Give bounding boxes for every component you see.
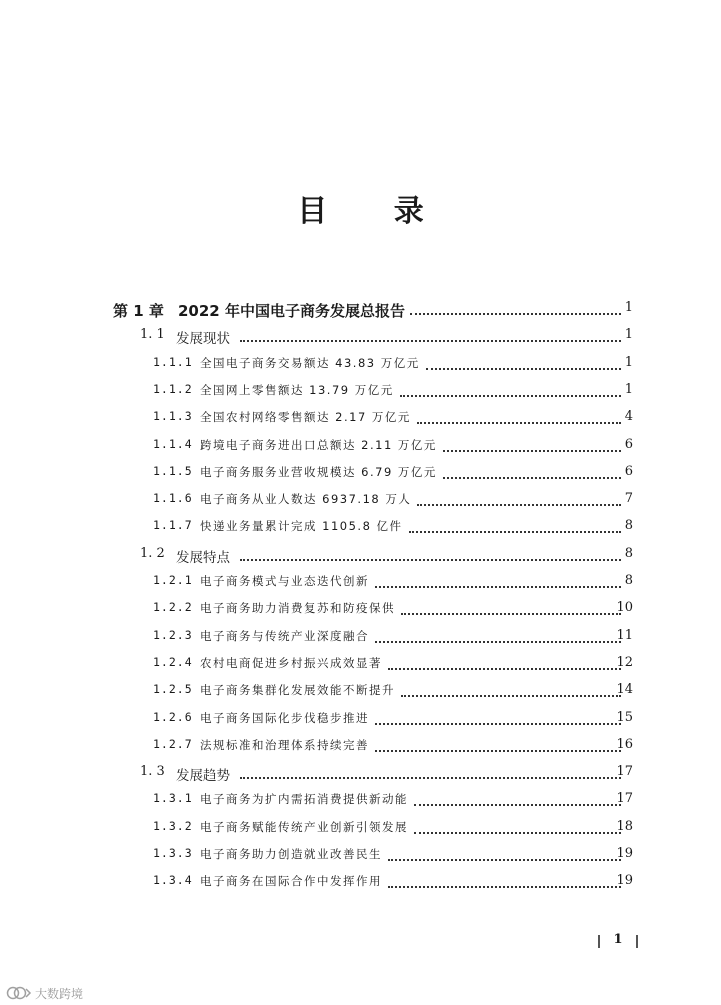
toc-entry-title: 全国网上零售额达 13.79 万亿元 xyxy=(200,382,398,398)
toc-entry[interactable] xyxy=(0,380,721,404)
page-number-value: 1 xyxy=(613,932,623,947)
toc-entry-title: 电子商务为扩内需拓消费提供新动能 xyxy=(200,791,412,807)
toc-entry-title: 农村电商促进乡村振兴成效显著 xyxy=(200,655,386,671)
toc-entry-number: 1.1.5 xyxy=(153,463,193,478)
toc-entry-number: 1.2.6 xyxy=(153,709,193,724)
toc-entry-number: 1.3.3 xyxy=(153,846,193,860)
toc-entry-number: 1.2.2 xyxy=(153,600,193,615)
toc-entry[interactable] xyxy=(0,435,721,459)
toc-leader-dots xyxy=(417,504,621,506)
toc-entry-page: 8 xyxy=(624,518,633,534)
toc-leader-dots xyxy=(375,750,621,752)
toc-entry-number: 1.2.3 xyxy=(153,627,193,642)
toc-leader-dots xyxy=(240,559,621,561)
toc-entry[interactable] xyxy=(0,598,721,622)
toc-entry-page: 10 xyxy=(616,600,633,616)
toc-entry[interactable] xyxy=(0,353,721,377)
toc-entry-page: 1 xyxy=(624,300,633,315)
toc-entry[interactable] xyxy=(0,789,721,813)
toc-entry-page: 1 xyxy=(624,354,633,370)
toc-entry-number: 1.1.7 xyxy=(153,518,193,533)
toc-entry[interactable] xyxy=(0,298,721,322)
page-number xyxy=(598,932,638,950)
toc-entry-page: 8 xyxy=(624,573,633,588)
toc-entry[interactable] xyxy=(0,871,721,895)
toc-entry-page: 1 xyxy=(624,381,633,397)
toc-entry-number: 1.1.2 xyxy=(153,381,193,396)
toc-entry[interactable] xyxy=(0,325,721,349)
toc-entry-page: 19 xyxy=(616,846,633,861)
toc-leader-dots xyxy=(410,313,621,315)
toc-leader-dots xyxy=(240,340,621,342)
watermark xyxy=(6,984,83,1002)
toc-entry-number: 1.1.3 xyxy=(153,409,193,424)
toc-entry-title: 电子商务助力创造就业改善民生 xyxy=(200,846,386,862)
toc-entry-title: 电子商务服务业营收规模达 6.79 万亿元 xyxy=(200,464,441,480)
toc-entry[interactable] xyxy=(0,626,721,650)
toc-entry-number: 1.3.2 xyxy=(153,818,193,833)
toc-leader-dots xyxy=(375,641,621,643)
toc-entry[interactable] xyxy=(0,544,721,568)
page-number-right-bar xyxy=(636,935,638,948)
toc-leader-dots xyxy=(375,586,621,588)
toc-entry-page: 7 xyxy=(624,491,633,507)
toc-entry-number: 1. 1 xyxy=(140,327,165,343)
toc-leader-dots xyxy=(400,395,621,397)
toc-entry-title: 法规标准和治理体系持续完善 xyxy=(200,737,373,753)
toc-entry-number: 1.1.6 xyxy=(153,491,193,506)
toc-entry[interactable] xyxy=(0,462,721,486)
toc-leader-dots xyxy=(426,368,621,370)
toc-entry-title: 电子商务模式与业态迭代创新 xyxy=(200,573,373,589)
watermark-logo-icon xyxy=(6,986,32,1000)
toc-leader-dots xyxy=(443,477,621,479)
toc-entry-page: 18 xyxy=(616,818,633,834)
toc-entry-page: 4 xyxy=(624,409,633,425)
toc-leader-dots xyxy=(240,777,621,779)
toc-entry-page: 19 xyxy=(616,873,633,889)
toc-entry-page: 17 xyxy=(616,764,633,780)
toc-entry-page: 6 xyxy=(624,463,633,479)
toc-entry-number: 1. 2 xyxy=(140,545,165,561)
toc-entry[interactable] xyxy=(0,735,721,759)
toc-entry-number: 1.2.7 xyxy=(153,736,193,751)
toc-leader-dots xyxy=(388,668,621,670)
toc-leader-dots xyxy=(375,723,621,725)
toc-entry-title: 2022 年中国电子商务发展总报告 xyxy=(178,300,409,321)
toc-entry[interactable] xyxy=(0,489,721,513)
watermark-text: 大数跨境 xyxy=(35,986,84,1001)
toc-entry-page: 15 xyxy=(616,709,633,725)
page-title: 目 录 xyxy=(297,194,452,229)
toc-entry-title: 电子商务助力消费复苏和防疫保供 xyxy=(200,600,399,616)
toc-leader-dots xyxy=(417,422,621,424)
toc-leader-dots xyxy=(443,450,621,452)
toc-entry-number: 第 1 章 xyxy=(113,302,164,320)
toc-entry-number: 1.2.1 xyxy=(153,573,193,587)
toc-entry-title: 全国农村网络零售额达 2.17 万亿元 xyxy=(200,409,415,425)
toc-entry-page: 12 xyxy=(616,654,633,670)
toc-entry-title: 发展现状 xyxy=(176,327,234,347)
toc-entry-title: 电子商务集群化发展效能不断提升 xyxy=(200,682,399,698)
toc-entry-title: 电子商务从业人数达 6937.18 万人 xyxy=(200,491,415,507)
toc-entry-page: 16 xyxy=(616,736,633,752)
toc-leader-dots xyxy=(414,832,621,834)
toc-entry-title: 发展特点 xyxy=(176,546,234,566)
toc-entry-page: 14 xyxy=(616,682,633,698)
toc-entry[interactable] xyxy=(0,407,721,431)
toc-leader-dots xyxy=(414,804,621,806)
toc-entry-title: 跨境电子商务进出口总额达 2.11 万亿元 xyxy=(200,437,441,453)
toc-leader-dots xyxy=(401,695,621,697)
toc-entry[interactable] xyxy=(0,762,721,786)
toc-leader-dots xyxy=(401,613,621,615)
toc-leader-dots xyxy=(388,886,621,888)
toc-entry-title: 电子商务国际化步伐稳步推进 xyxy=(200,710,373,726)
toc-entry-number: 1.3.1 xyxy=(153,791,193,806)
toc-entry-number: 1.2.4 xyxy=(153,654,193,669)
toc-entry[interactable] xyxy=(0,653,721,677)
toc-entry-page: 17 xyxy=(616,791,633,807)
toc-entry-title: 电子商务与传统产业深度融合 xyxy=(200,628,373,644)
toc-leader-dots xyxy=(388,859,621,861)
toc-entry-number: 1.1.1 xyxy=(153,354,193,369)
toc-entry-page: 1 xyxy=(624,327,633,343)
toc-entry-page: 6 xyxy=(624,436,633,452)
toc-entry-number: 1. 3 xyxy=(140,764,165,780)
toc-entry-title: 快递业务量累计完成 1105.8 亿件 xyxy=(200,518,407,534)
toc-entry-number: 1.2.5 xyxy=(153,682,193,697)
toc-entry-title: 电子商务赋能传统产业创新引领发展 xyxy=(200,819,412,835)
toc-entry-number: 1.3.4 xyxy=(153,873,193,888)
toc-entry[interactable] xyxy=(0,571,721,595)
toc-leader-dots xyxy=(409,531,621,533)
toc-entry-title: 全国电子商务交易额达 43.83 万亿元 xyxy=(200,355,424,371)
toc-entry-number: 1.1.4 xyxy=(153,436,193,451)
toc-entry[interactable] xyxy=(0,680,721,704)
toc-entry-title: 发展趋势 xyxy=(176,764,234,784)
toc-entry[interactable] xyxy=(0,817,721,841)
toc-entry[interactable] xyxy=(0,708,721,732)
toc-entry-title: 电子商务在国际合作中发挥作用 xyxy=(200,873,386,889)
toc-entry-page: 8 xyxy=(624,545,633,561)
toc-entry-page: 11 xyxy=(616,627,633,643)
toc-entry[interactable] xyxy=(0,516,721,540)
toc-entry[interactable] xyxy=(0,844,721,868)
